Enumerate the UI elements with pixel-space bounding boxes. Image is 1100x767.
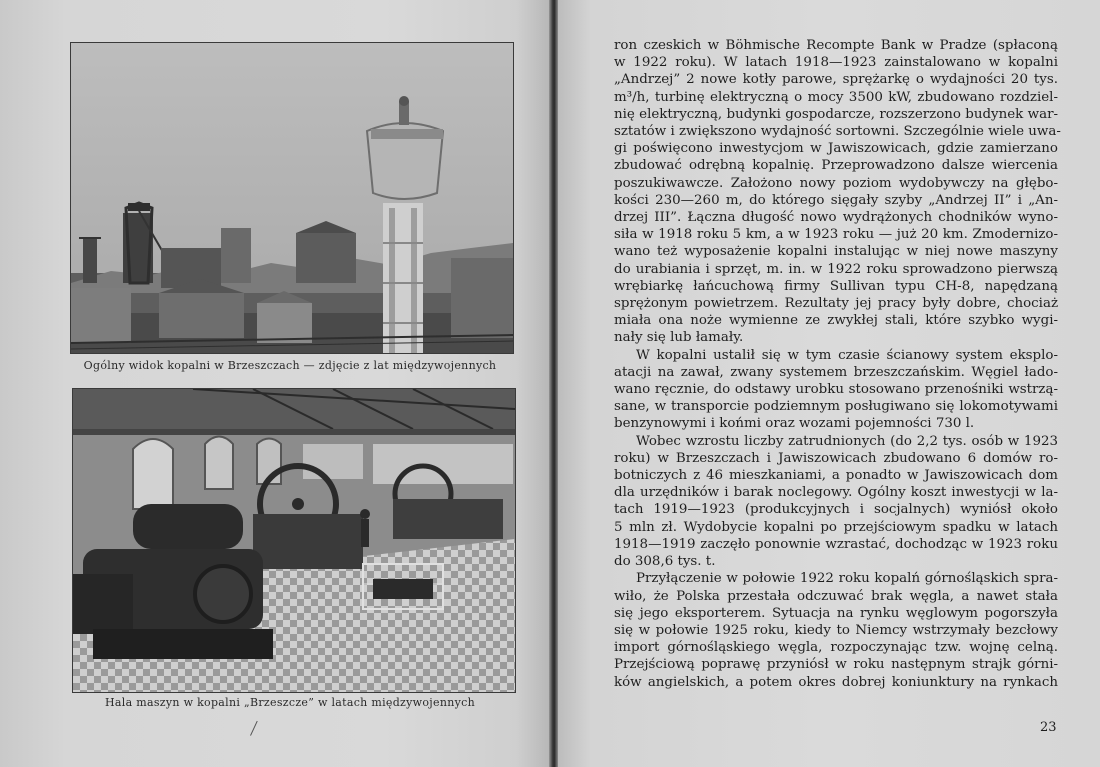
- text-line: w 1922 roku). W latach 1918—1923 zainstalowano w kopalni: [614, 55, 1058, 71]
- text-line: ron czeskich w Böhmische Recompte Bank w Pradze (spłaconą: [614, 38, 1058, 53]
- text-line: siła w 1918 roku 5 km, a w 1923 roku — już 20 km. Zmodernizo-: [614, 227, 1058, 243]
- text-line: sztatów i zwiększono wydajność sortowni. Szczególnie wiele uwa-: [614, 124, 1061, 140]
- text-line: benzynowymi i końmi oraz wozami pojemności 730 l.: [614, 416, 975, 432]
- text-line: import górnośląskiego węgla, rozpoczynając tzw. wojnę celną.: [614, 640, 1058, 656]
- text-line: „Andrzej” 2 nowe kotły parowe, sprężarkę o wydajności 20 tys.: [614, 72, 1058, 88]
- text-line: nały się lub łamały.: [614, 330, 744, 346]
- machine-hall-illustration: [73, 389, 515, 692]
- photo-machine-hall: [72, 388, 516, 693]
- text-line: wiło, że Polska przestała odczuwać brak węgla, a nawet stała: [614, 588, 1058, 604]
- text-line: botniczych z 46 mieszkaniami, a ponadto w Jawiszowicach dom: [614, 468, 1058, 484]
- text-line: do 308,6 tys. t.: [614, 554, 716, 570]
- text-line: do urabiania i sprzęt, m. in. w 1922 roku sprowadzono pierwszą: [614, 261, 1058, 277]
- photo-mine-overview: [70, 42, 514, 354]
- photo-caption-top: Ogólny widok kopalni w Brzeszczach — zdjęcie z lat międzywojennych: [83, 359, 497, 372]
- text-line: tach 1919—1923 (produkcyjnych i socjalnych) wyniósł około: [614, 502, 1058, 518]
- text-line: wano też wyposażenie kopalni instalując w niej nowe maszyny: [614, 244, 1058, 260]
- text-line: m³/h, turbinę elektryczną o mocy 3500 kW, zbudowano rozdziel-: [614, 89, 1058, 105]
- text-line: Przejściową poprawę przyniósł w roku następnym strajk górni-: [614, 657, 1058, 673]
- photo-caption-bottom: Hala maszyn w kopalni „Brzeszcze” w latach międzywojennych: [105, 696, 475, 709]
- text-line: dla urzędników i barak noclegowy. Ogólny koszt inwestycji w la-: [614, 485, 1058, 501]
- text-line: kości 230—260 m, do którego sięgały szyby „Andrzej II” i „An-: [614, 192, 1058, 208]
- body-text: [614, 37, 1061, 691]
- text-line: sprężonym powietrzem. Rezultaty jej pracy były dobre, chociaż: [614, 296, 1058, 312]
- text-line: gi poświęcono inwestycjom w Jawiszowicach, gdzie zamierzano: [614, 141, 1058, 157]
- text-line: W kopalni ustalił się w tym czasie ścianowy system eksplo-: [636, 347, 1058, 363]
- text-line: nię elektryczną, budynki gospodarcze, rozszerzono budynek war-: [614, 106, 1058, 122]
- text-line: poszukiwawcze. Założono nowy poziom wydobywczy na głębo-: [614, 175, 1058, 191]
- text-line: wrębiarkę łańcuchową firmy Sullivan typu CH-8, napędzaną: [614, 278, 1058, 294]
- left-page: [0, 0, 549, 767]
- print-mark: [250, 721, 265, 739]
- text-line: 5 mln zł. Wydobycie kopalni po przejściowym spadku w latach: [614, 519, 1058, 535]
- text-line: Wobec wzrostu liczby zatrudnionych (do 2,2 tys. osób w 1923: [636, 433, 1058, 449]
- text-line: drzej III”. Łączna długość nowo wydrążonych chodników wyno-: [614, 210, 1058, 226]
- text-line: się w połowie 1925 roku, kiedy to Niemcy wstrzymały bezcłowy: [614, 622, 1058, 638]
- text-line: miała ona noże wymienne ze zwykłej stali, które szybko wygi-: [614, 313, 1058, 329]
- text-line: Przyłączenie w połowie 1922 roku kopalń górnośląskich spra-: [636, 571, 1058, 587]
- text-line: atacji na zawał, zwany systemem brzeszczańskim. Węgiel łado-: [614, 364, 1058, 380]
- page-number: 23: [1040, 720, 1057, 735]
- text-line: zbudować odrębną kopalnię. Przeprowadzono dalsze wiercenia: [614, 158, 1058, 174]
- text-line: roku) w Brzeszczach i Jawiszowicach zbudowano 6 domów ro-: [614, 450, 1058, 466]
- text-line: wano ręcznie, do odstawy urobku stosowano przenośniki wstrzą-: [614, 382, 1058, 398]
- text-line: ków angielskich, a potem okres dobrej koniunktury na rynkach: [614, 674, 1058, 690]
- mine-overview-illustration: [71, 43, 513, 353]
- text-line: 1918—1919 zaczęło ponownie wzrastać, dochodząc w 1923 roku: [614, 536, 1058, 552]
- book-gutter: [549, 0, 558, 767]
- text-line: sane, w transporcie podziemnym posługiwano się lokomotywami: [614, 399, 1058, 415]
- text-line: się jego eksporterem. Sytuacja na rynku węglowym pogorszyła: [614, 605, 1058, 621]
